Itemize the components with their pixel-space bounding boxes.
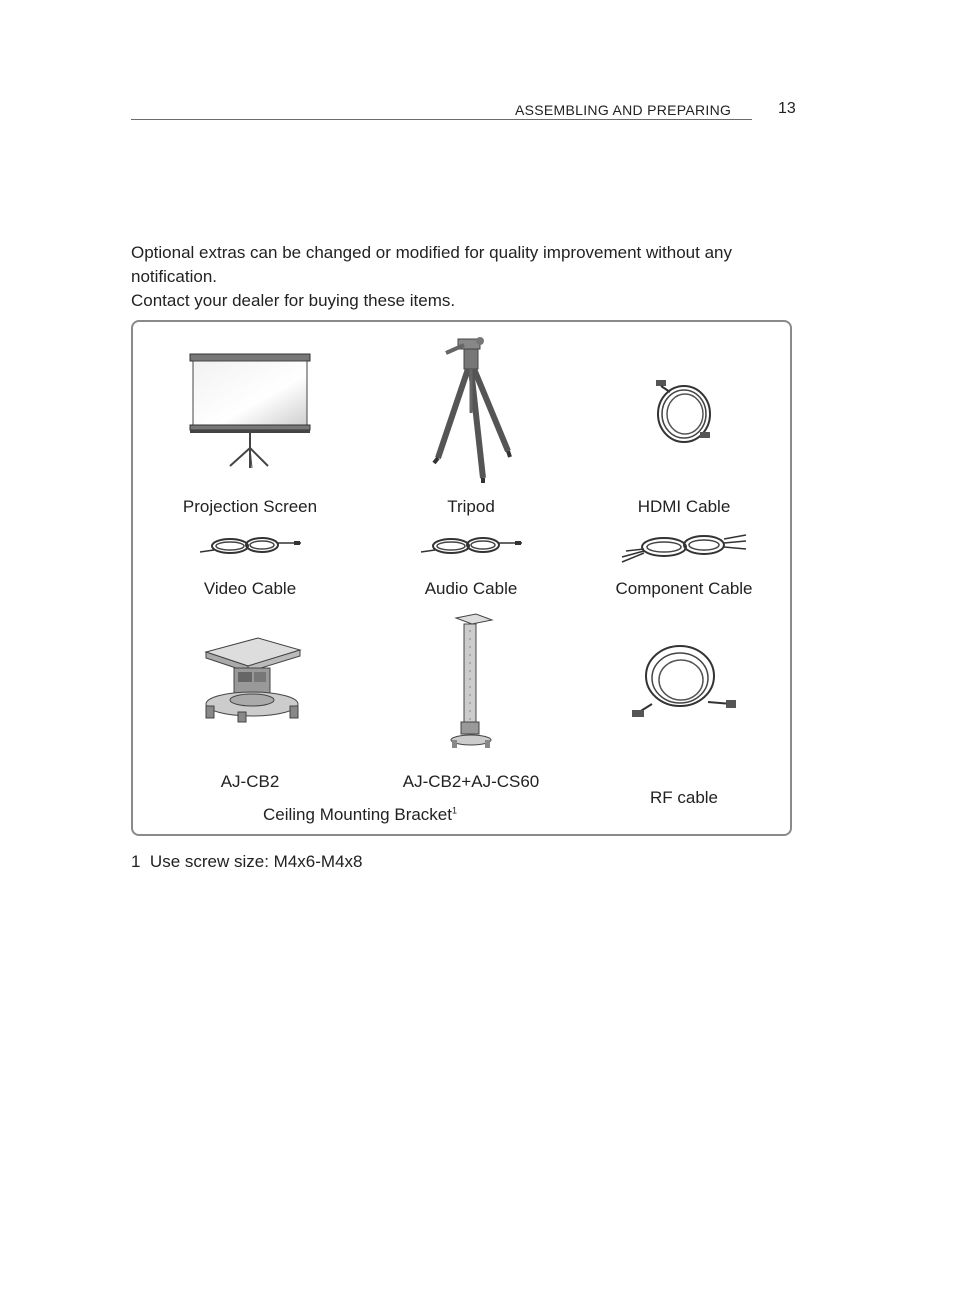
footnote-text: Use screw size: M4x6-M4x8 <box>149 852 363 871</box>
video-cable-label: Video Cable <box>203 579 297 598</box>
header-rule <box>131 119 752 120</box>
ceiling-bracket-footnote-ref: 1 <box>451 805 457 816</box>
ceiling-bracket-label <box>263 805 457 825</box>
aj-cb2-cs60-label: AJ-CB2+AJ-CS60 <box>402 772 540 791</box>
optional-extras-box <box>131 320 792 836</box>
projection-screen-label: Projection Screen <box>182 497 318 516</box>
component-cable-label: Component Cable <box>615 579 753 598</box>
footnote-number: 1 <box>131 852 141 871</box>
intro-paragraph-1: Optional extras can be changed or modified for quality improvement without any notification. <box>131 243 732 286</box>
page-number: 13 <box>778 100 796 117</box>
footnote <box>131 852 362 872</box>
intro-text <box>131 241 795 313</box>
ceiling-bracket-text: Ceiling Mounting Bracket <box>263 805 452 824</box>
rf-cable-label: RF cable <box>649 788 719 807</box>
tripod-label: Tripod <box>447 497 495 516</box>
hdmi-cable-label: HDMI Cable <box>637 497 731 516</box>
audio-cable-label: Audio Cable <box>424 579 518 598</box>
intro-paragraph-2: Contact your dealer for buying these items. <box>131 291 456 310</box>
aj-cb2-label: AJ-CB2 <box>220 772 280 791</box>
section-title: ASSEMBLING AND PREPARING <box>515 102 732 118</box>
